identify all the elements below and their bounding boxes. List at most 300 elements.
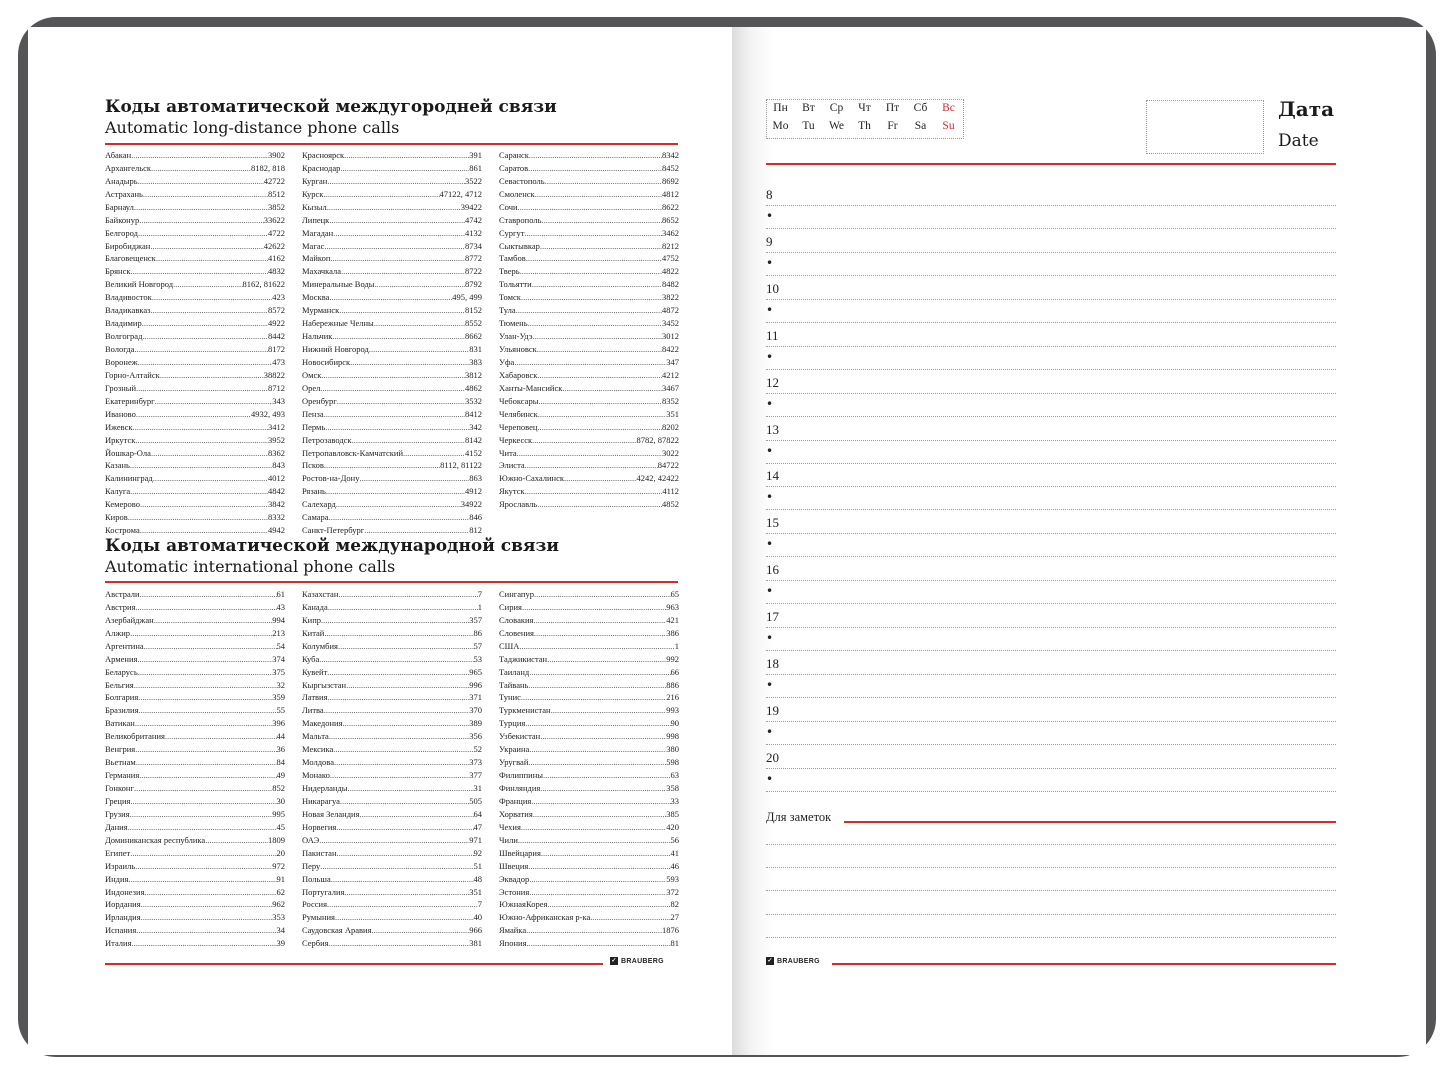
entry-name: Гонконг	[105, 783, 134, 794]
entry-name: Чебоксары	[499, 395, 539, 406]
entry-code: 4862	[465, 382, 482, 393]
schedule-line[interactable]	[766, 275, 1336, 276]
hour-label: 15	[766, 515, 779, 531]
entry-code: 8722	[465, 266, 482, 277]
code-entry	[302, 756, 482, 769]
entry-leader-dots	[344, 149, 469, 162]
entry-name: Индонезия	[105, 886, 145, 897]
entry-code: 45	[276, 821, 285, 832]
code-entry	[302, 911, 482, 924]
code-entry	[499, 330, 679, 343]
entry-name: Москва	[302, 292, 330, 303]
bullet-icon: •	[766, 255, 774, 270]
weekday-ru-mon[interactable]: Пн	[773, 102, 788, 114]
entry-leader-dots	[525, 485, 663, 498]
code-entry	[302, 601, 482, 614]
code-entry	[302, 782, 482, 795]
code-entry	[499, 769, 679, 782]
entry-code: 81	[670, 938, 679, 949]
code-entry	[499, 821, 679, 834]
entry-name: Греция	[105, 795, 131, 806]
right-footer-rule	[832, 963, 1336, 965]
code-entry	[302, 408, 482, 421]
entry-name: ОАЭ	[302, 834, 320, 845]
entry-code: 1	[477, 601, 482, 612]
entry-code: 8512	[268, 188, 285, 199]
schedule-line[interactable]	[766, 228, 1336, 229]
entry-code: 42622	[263, 240, 285, 251]
schedule-line[interactable]	[766, 556, 1336, 557]
schedule-line[interactable]	[766, 322, 1336, 323]
entry-leader-dots	[324, 627, 473, 640]
entry-code: 8162, 81622	[242, 279, 285, 290]
entry-leader-dots	[522, 601, 666, 614]
code-entry	[499, 447, 679, 460]
entry-leader-dots	[535, 188, 662, 201]
entry-code: 374	[272, 653, 285, 664]
entry-code: 371	[469, 692, 482, 703]
code-entry	[499, 782, 679, 795]
entry-code: 963	[666, 601, 679, 612]
code-entry	[105, 808, 285, 821]
entry-code: 39422	[460, 201, 482, 212]
schedule-line[interactable]	[766, 440, 1336, 441]
code-entry	[105, 265, 285, 278]
entry-leader-dots	[562, 382, 662, 395]
code-entry	[302, 627, 482, 640]
entry-code: 4162	[268, 253, 285, 264]
entry-name: Йошкар-Ола	[105, 447, 151, 458]
entry-code: 4722	[268, 227, 285, 238]
entry-leader-dots	[521, 291, 662, 304]
code-entry	[499, 588, 679, 601]
entry-name: Великобритания	[105, 731, 165, 742]
entry-code: 846	[469, 512, 482, 523]
entry-name: Биробиджан	[105, 240, 151, 251]
entry-code: 353	[272, 912, 285, 923]
code-entry	[105, 924, 285, 937]
code-entry	[302, 434, 482, 447]
entry-leader-dots	[341, 265, 465, 278]
code-entry	[302, 356, 482, 369]
entry-code: 20	[276, 847, 285, 858]
entry-name: Кипр	[302, 614, 322, 625]
entry-code: 3852	[268, 201, 285, 212]
schedule-line[interactable]	[766, 533, 1336, 534]
entry-leader-dots	[130, 627, 272, 640]
entry-name: Владикавказ	[105, 305, 151, 316]
brand-logo-left	[610, 957, 664, 965]
code-entry	[105, 214, 285, 227]
schedule-line[interactable]	[766, 603, 1336, 604]
entry-leader-dots	[541, 214, 662, 227]
entry-leader-dots	[141, 911, 273, 924]
entry-leader-dots	[154, 614, 273, 627]
entry-code: 40	[473, 912, 482, 923]
entry-leader-dots	[529, 149, 662, 162]
entry-code: 381	[469, 938, 482, 949]
entry-code: 8452	[662, 162, 679, 173]
code-entry	[105, 588, 285, 601]
entry-name: Доминиканская республика	[105, 834, 206, 845]
schedule-line[interactable]	[766, 674, 1336, 675]
weekday-en-tue[interactable]: Tu	[802, 120, 815, 132]
entry-code: 995	[272, 808, 285, 819]
schedule-line[interactable]	[766, 697, 1336, 698]
bullet-icon: •	[766, 490, 774, 505]
entry-name: Иркутск	[105, 434, 136, 445]
national-codes-column-1	[105, 149, 285, 537]
entry-leader-dots	[321, 614, 469, 627]
entry-name: Владивосток	[105, 292, 152, 303]
entry-leader-dots	[538, 408, 666, 421]
code-entry	[499, 421, 679, 434]
code-entry	[499, 666, 679, 679]
entry-name: Австрали	[105, 588, 140, 599]
entry-name: Псков	[302, 460, 324, 471]
entry-name: Германия	[105, 770, 140, 781]
code-entry	[302, 588, 482, 601]
entry-code: 4012	[268, 473, 285, 484]
code-entry	[302, 717, 482, 730]
entry-code: 44	[276, 731, 285, 742]
schedule-line[interactable]	[766, 650, 1336, 651]
entry-code: 8792	[465, 279, 482, 290]
entry-code: 3452	[662, 318, 679, 329]
schedule-line[interactable]	[766, 299, 1336, 300]
schedule-line[interactable]	[766, 416, 1336, 417]
entry-leader-dots	[534, 588, 671, 601]
entry-name: Таджикистан	[499, 653, 548, 664]
entry-name: Салехард	[302, 499, 336, 510]
entry-leader-dots	[339, 304, 465, 317]
notes-rule	[844, 821, 1336, 823]
entry-code: 8482	[662, 279, 679, 290]
entry-code: 56	[670, 834, 679, 845]
entry-name: Череповец	[499, 421, 538, 432]
entry-leader-dots	[320, 860, 473, 873]
entry-name: Никарагуа	[302, 795, 340, 806]
entry-code: 8332	[268, 512, 285, 523]
entry-leader-dots	[543, 769, 671, 782]
weekday-ru-sat[interactable]: Сб	[913, 102, 928, 114]
entry-code: 92	[473, 847, 482, 858]
entry-name: Таиланд	[499, 666, 530, 677]
national-codes-column-2	[302, 149, 482, 537]
entry-name: Эстония	[499, 886, 530, 897]
entry-name: Перу	[302, 860, 321, 871]
entry-leader-dots	[371, 924, 469, 937]
code-entry	[105, 253, 285, 266]
entry-name: Сургут	[499, 227, 525, 238]
entry-leader-dots	[150, 240, 263, 253]
entry-code: 4932, 493	[251, 408, 285, 419]
code-entry	[499, 265, 679, 278]
entry-leader-dots	[348, 782, 474, 795]
code-entry	[105, 717, 285, 730]
entry-name: Хабаровск	[499, 369, 538, 380]
code-entry	[499, 614, 679, 627]
entry-leader-dots	[135, 743, 276, 756]
entry-leader-dots	[138, 175, 264, 188]
entry-code: 34	[276, 925, 285, 936]
hour-label: 16	[766, 562, 779, 578]
entry-leader-dots	[324, 408, 465, 421]
entry-code: 3532	[465, 395, 482, 406]
entry-name: Тула	[499, 305, 516, 316]
brand-logo-right	[766, 957, 820, 965]
entry-code: 39	[276, 938, 285, 949]
code-entry	[302, 860, 482, 873]
entry-name: Кыргызстан	[302, 679, 347, 690]
entry-leader-dots	[344, 886, 469, 899]
weekday-ru-fri[interactable]: Пт	[885, 102, 900, 114]
code-entry	[499, 175, 679, 188]
entry-name: Смоленск	[499, 188, 535, 199]
schedule-line[interactable]	[766, 768, 1336, 769]
entry-leader-dots	[524, 227, 662, 240]
bullet-icon: •	[766, 771, 774, 786]
entry-leader-dots	[403, 447, 465, 460]
entry-name: Кувейт	[302, 666, 328, 677]
entry-leader-dots	[136, 408, 251, 421]
entry-leader-dots	[140, 588, 277, 601]
entry-leader-dots	[533, 808, 667, 821]
weekday-ru-wed[interactable]: Ср	[829, 102, 844, 114]
schedule-line[interactable]	[766, 721, 1336, 722]
entry-code: 4852	[662, 499, 679, 510]
national-codes-subtitle: Automatic long-distance phone calls	[105, 118, 400, 137]
bullet-icon: •	[766, 396, 774, 411]
entry-leader-dots	[155, 395, 273, 408]
entry-name: Польша	[302, 873, 331, 884]
entry-leader-dots	[528, 756, 666, 769]
schedule-line[interactable]	[766, 393, 1336, 394]
code-entry	[302, 214, 482, 227]
notes-line[interactable]	[766, 890, 1336, 891]
schedule-line[interactable]	[766, 205, 1336, 206]
entry-leader-dots	[330, 253, 465, 266]
code-entry	[499, 640, 679, 653]
entry-code: 4242, 42422	[636, 473, 679, 484]
entry-name: Челябинск	[499, 408, 538, 419]
bullet-icon: •	[766, 631, 774, 646]
code-entry	[302, 369, 482, 382]
code-entry	[105, 911, 285, 924]
entry-code: 53	[473, 653, 482, 664]
entry-name: Магадан	[302, 227, 334, 238]
code-entry	[499, 717, 679, 730]
entry-leader-dots	[520, 265, 662, 278]
entry-code: 861	[469, 162, 482, 173]
entry-code: 54	[276, 640, 285, 651]
weekday-en-wed[interactable]: We	[828, 120, 845, 132]
code-entry	[302, 447, 482, 460]
weekday-ru-sun[interactable]: Вс	[942, 102, 955, 114]
weekday-en-mon[interactable]: Mo	[772, 120, 789, 132]
entry-leader-dots	[540, 782, 666, 795]
entry-name: Калуга	[105, 486, 131, 497]
code-entry	[302, 265, 482, 278]
entry-leader-dots	[531, 795, 670, 808]
hour-label: 14	[766, 468, 779, 484]
entry-code: 3952	[268, 434, 285, 445]
entry-leader-dots	[324, 704, 470, 717]
entry-code: 4812	[662, 188, 679, 199]
weekday-en-thu[interactable]: Th	[858, 120, 871, 132]
code-entry	[105, 653, 285, 666]
code-entry	[499, 304, 679, 317]
entry-name: Саудовская Аравия	[302, 925, 372, 936]
entry-code: 966	[469, 925, 482, 936]
weekday-en-sun[interactable]: Su	[942, 120, 955, 132]
schedule-line[interactable]	[766, 627, 1336, 628]
entry-name: Норвегия	[302, 821, 337, 832]
schedule-line[interactable]	[766, 791, 1336, 792]
entry-leader-dots	[529, 666, 670, 679]
entry-code: 213	[272, 627, 285, 638]
entry-leader-dots	[540, 240, 662, 253]
entry-code: 8182, 818	[251, 162, 285, 173]
schedule-line[interactable]	[766, 580, 1336, 581]
entry-leader-dots	[134, 679, 277, 692]
entry-name: Грузия	[105, 808, 130, 819]
date-input-box[interactable]	[1146, 100, 1264, 154]
bullet-icon: •	[766, 584, 774, 599]
notes-line[interactable]	[766, 867, 1336, 868]
entry-code: 423	[272, 292, 285, 303]
notes-line[interactable]	[766, 937, 1336, 938]
notes-line[interactable]	[766, 914, 1336, 915]
entry-code: 3522	[465, 175, 482, 186]
code-entry	[302, 330, 482, 343]
entry-code: 84722	[657, 460, 679, 471]
schedule-line[interactable]	[766, 486, 1336, 487]
entry-code: 8342	[662, 149, 679, 160]
schedule-line[interactable]	[766, 744, 1336, 745]
entry-name: Россия	[302, 899, 327, 910]
code-entry	[105, 421, 285, 434]
entry-code: 55	[276, 705, 285, 716]
entry-name: Ямайка	[499, 925, 527, 936]
entry-leader-dots	[135, 601, 276, 614]
entry-code: 3022	[662, 447, 679, 458]
code-entry	[499, 408, 679, 421]
entry-name: Тюмень	[499, 318, 528, 329]
entry-name: Курган	[302, 175, 328, 186]
code-entry	[105, 704, 285, 717]
entry-name: Горно-Алтайск	[105, 369, 160, 380]
entry-name: Дания	[105, 821, 128, 832]
entry-name: Байконур	[105, 214, 140, 225]
entry-code: 420	[666, 821, 679, 832]
code-entry	[499, 653, 679, 666]
weekday-ru-tue[interactable]: Вт	[802, 102, 815, 114]
entry-name: Литва	[302, 705, 324, 716]
code-entry	[105, 873, 285, 886]
entry-code: 3902	[268, 149, 285, 160]
entry-name: Монако	[302, 770, 330, 781]
entry-code: 90	[670, 718, 679, 729]
entry-leader-dots	[143, 188, 268, 201]
entry-code: 7	[477, 899, 482, 910]
entry-code: 3822	[662, 292, 679, 303]
entry-name: Краснодар	[302, 162, 341, 173]
code-entry	[499, 847, 679, 860]
entry-code: 8212	[662, 240, 679, 251]
entry-leader-dots	[528, 679, 666, 692]
entry-name: Венгрия	[105, 744, 136, 755]
entry-name: Вьетнам	[105, 757, 136, 768]
schedule-line[interactable]	[766, 509, 1336, 510]
notes-line[interactable]	[766, 844, 1336, 845]
entry-code: 51	[473, 860, 482, 871]
entry-name: Барнаул	[105, 201, 134, 212]
entry-code: 358	[666, 783, 679, 794]
entry-leader-dots	[138, 227, 268, 240]
code-entry	[105, 679, 285, 692]
entry-name: Бельгия	[105, 679, 134, 690]
entry-code: 3412	[268, 421, 285, 432]
entry-name: Армения	[105, 653, 138, 664]
entry-leader-dots	[336, 498, 461, 511]
entry-code: 33622	[263, 214, 285, 225]
code-entry	[105, 627, 285, 640]
code-entry	[499, 472, 679, 485]
weekday-en-sat[interactable]: Sa	[914, 120, 927, 132]
entry-name: Эквадор	[499, 873, 530, 884]
entry-name: Южно-Африканская р-ка	[499, 912, 591, 923]
code-entry	[499, 834, 679, 847]
code-entry	[499, 899, 679, 912]
entry-code: 63	[670, 770, 679, 781]
entry-code: 370	[469, 705, 482, 716]
code-entry	[499, 873, 679, 886]
entry-code: 4132	[465, 227, 482, 238]
date-title: Дата	[1278, 97, 1335, 121]
schedule-line[interactable]	[766, 463, 1336, 464]
code-entry	[499, 924, 679, 937]
entry-leader-dots	[529, 743, 666, 756]
schedule-line[interactable]	[766, 369, 1336, 370]
entry-name: Омск	[302, 369, 322, 380]
entry-leader-dots	[374, 317, 465, 330]
entry-name: Сингапур	[499, 588, 534, 599]
code-entry	[105, 782, 285, 795]
entry-code: 356	[469, 731, 482, 742]
entry-leader-dots	[132, 937, 277, 950]
code-entry	[499, 937, 679, 950]
weekday-ru-thu[interactable]: Чт	[858, 102, 871, 114]
weekday-en-fri[interactable]: Fr	[887, 120, 898, 132]
entry-code: 495, 499	[452, 292, 482, 303]
code-entry	[302, 188, 482, 201]
entry-leader-dots	[128, 873, 276, 886]
entry-leader-dots	[332, 330, 465, 343]
entry-code: 1876	[662, 925, 679, 936]
entry-leader-dots	[590, 911, 670, 924]
hour-label: 11	[766, 327, 779, 343]
code-entry	[499, 679, 679, 692]
entry-name: Швейцария	[499, 847, 541, 858]
code-entry	[105, 821, 285, 834]
entry-name: Иваново	[105, 408, 136, 419]
code-entry	[105, 614, 285, 627]
schedule-line[interactable]	[766, 346, 1336, 347]
schedule-line[interactable]	[766, 252, 1336, 253]
code-entry	[302, 743, 482, 756]
entry-leader-dots	[139, 769, 276, 782]
